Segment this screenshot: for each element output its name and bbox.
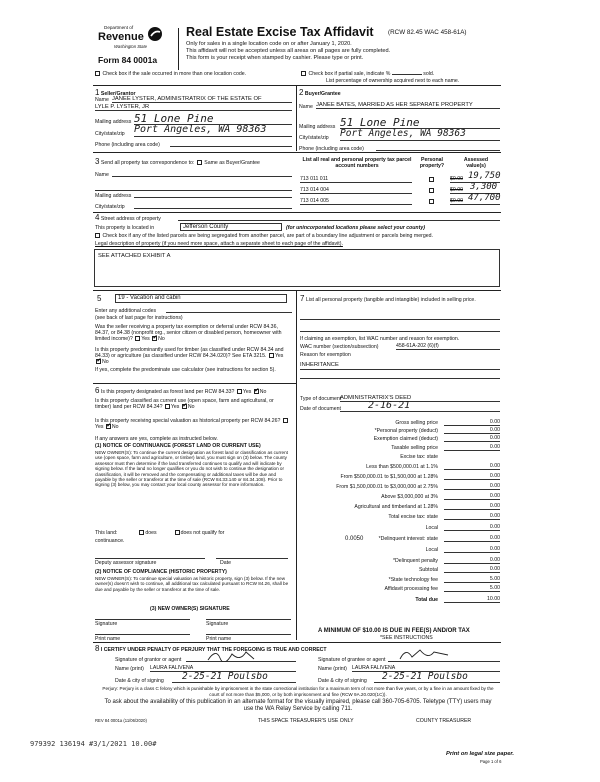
forest-question: 6 Is this property designated as forest land per RCW 84.33? Yes ✔ No: [95, 386, 295, 396]
tax-row: [300, 493, 500, 501]
form-statute: (RCW 82.45 WAC 458-61A): [388, 29, 467, 36]
grantor-date-field[interactable]: 2-25-21 Poulsbo: [172, 671, 296, 683]
buyer-city-label: City/state/zip: [299, 135, 329, 141]
forest-yes-checkbox[interactable]: [237, 389, 242, 394]
page-number: Page 1 of 6: [480, 759, 502, 764]
corr-mailing-field[interactable]: [134, 192, 292, 198]
ownership-pct-note: List percentage of ownership acquired next to each name.: [326, 78, 460, 84]
this-land-row: This land: does does not qualify for: [95, 530, 225, 536]
does-checkbox[interactable]: [139, 530, 144, 535]
additional-codes-label: Enter any additional codes: [95, 308, 157, 314]
exemption-claim-note: If claiming an exemption, list WAC number and reason for exemption.: [300, 336, 460, 342]
see-instructions-note: *SEE INSTRUCTIONS: [380, 635, 433, 641]
form-number: Form 84 0001a: [98, 55, 158, 65]
buyer-name-label: Name: [299, 104, 313, 110]
q1-no-checkbox[interactable]: [152, 336, 157, 341]
buyer-phone-field[interactable]: [376, 145, 500, 151]
tax-row: [300, 473, 500, 481]
parcel-number-field[interactable]: 713 011 011: [300, 176, 412, 183]
seller-name-line1: JANEE LYSTER, ADMINISTRATRIX OF THE ESTATE OF: [112, 96, 262, 102]
tax-row-label: Excise tax: state: [400, 454, 438, 460]
wac-field[interactable]: 458-61A-202 (6)(f): [396, 343, 500, 350]
tax-row-label: Affidavit processing fee: [384, 586, 438, 592]
tax-row-value[interactable]: 0.00: [444, 566, 500, 573]
certify-heading: 8 I CERTIFY UNDER PENALTY OF PERJURY THAT THE FOREGOING IS TRUE AND CORRECT: [95, 644, 327, 653]
tax-row-label: Total due: [415, 597, 438, 603]
tax-row: [300, 419, 500, 427]
header-note-3: [186, 55, 363, 62]
land-use-code-value: 19 - Vacation and cabin: [118, 295, 181, 301]
grantor-sig-label: Signature of grantor or agent: [115, 657, 182, 663]
signature-label-1: Signature: [95, 621, 118, 627]
tax-row: [300, 435, 500, 443]
signature-label-2: Signature: [206, 621, 229, 627]
owner-print-field-1[interactable]: [95, 629, 190, 635]
section5-number: 5: [97, 294, 102, 303]
tax-row-label: Taxable selling price: [391, 445, 438, 451]
revenue-wordmark: Revenue: [98, 31, 144, 43]
county-value: Jefferson County: [183, 224, 229, 230]
grantor-name-field[interactable]: LAURA FALIVENA: [150, 665, 296, 672]
partial-sale-label: Check box if partial sale, indicate %: [308, 71, 391, 77]
tax-row: [300, 576, 500, 584]
tax-row: [300, 566, 500, 574]
alt-format-note: To ask about the availability of this publication in an alternate format for the visually impaired, please call 360-705-6705. Teletype (TTY) users may use the WA Relay Service by calling 711.: [104, 699, 492, 713]
seller-name-label: Name: [95, 97, 109, 103]
tax-row-value[interactable]: 0.00: [444, 427, 500, 434]
notice-compliance-body: NEW OWNER(S): To continue special valuation as historic property, sign (3) below. If the new owner(s) doesn't wish to continue, all additional tax calculated pursuant to RCW 84.26, shall be due and payable by the seller or transferor at the time of sale.: [95, 576, 289, 592]
recording-stamp: 979392 136194 #3/1/2021 10.00#: [30, 740, 157, 748]
header-note-1: Only for sales in a single location code on or after January 1, 2020.: [186, 41, 352, 47]
local-rate-value: 0.0050: [345, 536, 364, 542]
grantee-name-field[interactable]: LAURA FALIVENA: [352, 665, 500, 672]
legal-description-value: SEE ATTACHED EXHIBIT A: [98, 253, 171, 259]
parcels-header-assessed: Assessed value(s): [463, 157, 489, 170]
buyer-mailing-label: Mailing address: [299, 124, 336, 130]
assessed-value-typed: $0.00: [450, 187, 463, 193]
tax-row-value: [444, 453, 500, 460]
tax-row-label: Local: [425, 525, 438, 531]
sold-label: sold.: [423, 71, 435, 77]
tax-row-label: From $500,000.01 to $1,500,000 at 1.28%: [340, 474, 438, 480]
revenue-swoosh-icon: [148, 27, 162, 41]
tax-row-label: Gross selling price: [395, 420, 438, 426]
tax-row-value[interactable]: 0.00: [444, 546, 500, 553]
seller-phone-field[interactable]: [170, 141, 292, 147]
buyer-city-field[interactable]: Port Angeles, WA 98363: [340, 128, 500, 141]
grantee-date-field[interactable]: 2-25-21 Poulsbo: [374, 671, 500, 683]
tax-row-value[interactable]: 5.00: [444, 576, 500, 583]
tax-row-label: Subtotal: [418, 567, 438, 573]
boundary-check[interactable]: Check box if any of the listed parcels are being segregated from another parcel, are part of a boundary line adjustment or parcels being merged.: [94, 233, 433, 239]
deputy-signature-field[interactable]: [95, 553, 205, 559]
tax-row: [300, 585, 500, 593]
parcel-row: [300, 193, 501, 207]
county-select[interactable]: [180, 223, 282, 231]
tax-row-value[interactable]: 0.00: [444, 463, 500, 470]
doc-type-field[interactable]: ADMINISTRATRIX'S DEED: [340, 395, 500, 402]
deputy-date-field[interactable]: [216, 553, 288, 559]
treasurer-use-label: THIS SPACE TREASURER'S USE ONLY: [258, 718, 354, 724]
correspondence-heading: 3 Send all property tax correspondence to: Same as Buyer/Grantee: [95, 157, 260, 166]
tax-row-label: From $1,500,000.01 to $3,000,000 at 2.75%: [336, 484, 438, 490]
reason-field-2[interactable]: [300, 373, 500, 379]
grantee-signature-icon: [398, 647, 458, 661]
q2-yes-checkbox[interactable]: [269, 353, 274, 358]
tax-row-value[interactable]: 10.00: [444, 596, 500, 603]
parcels-header-personal: Personal property?: [419, 157, 445, 170]
wac-label: WAC number (section/subsection): [300, 344, 379, 350]
seller-city-field[interactable]: Port Angeles, WA 98363: [134, 124, 292, 137]
answers-yes-note: If any answers are yes, complete as instructed below.: [95, 436, 218, 442]
owner-print-field-2[interactable]: [206, 629, 291, 635]
form-title: Real Estate Excise Tax Affidavit: [186, 25, 374, 39]
tax-row: [300, 513, 500, 521]
tax-row: [300, 596, 500, 604]
historic-no-checkbox[interactable]: [106, 424, 111, 429]
tax-row: [300, 524, 500, 532]
dept-line: Department of: [104, 25, 134, 30]
partial-sale-checkbox[interactable]: [301, 71, 306, 76]
revision-label: REV 84 0001a (11/06/2020): [95, 718, 147, 723]
tax-row-value[interactable]: 5.00: [444, 585, 500, 592]
tax-row-label: *Personal property (deduct): [374, 428, 438, 434]
legal-description-label: Legal description of property (if you need more space, attach a separate sheet to each page of the affidavit).: [95, 241, 343, 247]
assessed-value-handwritten: 3,300: [470, 182, 498, 192]
tax-row: [300, 463, 500, 471]
header-note-3-text: This form is your receipt when stamped by cashier. Please type or print.: [186, 55, 364, 61]
located-in-label: This property is located in: [95, 225, 155, 231]
tax-row: [300, 453, 500, 461]
tax-row-value[interactable]: 0.00: [444, 435, 500, 442]
tax-row-label: Local: [425, 547, 438, 553]
grantee-signature-field[interactable]: [388, 650, 500, 662]
notice-continuance-body: NEW OWNER(S): To continue the current designation as forest land or classification as current use (open space, farm and agriculture, or timber) land, you must sign on (3) below. The county assessor must then determine if the land transferred continues to qualify and will indicate by signing below. If the land no longer qualifies or you do not wish to continue the designation or classification, it will be removed and the compensating or additional taxes will be due and payable by the seller or transferor at the time of sale (RCW 84.33.140 or 84.34.108). Prior to signing (3) below, you may contact your local county assessor for more information.: [95, 450, 288, 488]
seller-heading: 1 Seller/Grantor: [95, 88, 136, 97]
tax-row-label: *Delinquent interest: state: [378, 536, 438, 542]
partial-sale-check[interactable]: [300, 71, 434, 77]
state-line: Washington State: [114, 44, 147, 49]
current-use-question: Is this property classified as current use (open space, farm and agricultural, or timber) land per RCW 84.34? Yes ✔ No: [95, 398, 290, 410]
grantee-date-label: Date & city of signing: [318, 678, 367, 684]
tax-row-label: Total excise tax: state: [388, 514, 438, 520]
q2-no-checkbox[interactable]: [96, 359, 101, 364]
same-as-buyer-checkbox[interactable]: [197, 160, 202, 165]
exemption-question: Was the seller receiving a property tax exemption or deferral under RCW 84.36, 84.37, or 84.38 (nonprofit org., senior citizen or disabled person, homeowner with limited income)? Yes ✔ No: [95, 324, 290, 343]
legal-paper-note: Print on legal size paper.: [446, 751, 514, 757]
tax-row-value[interactable]: 0.00: [444, 483, 500, 490]
tax-row-value[interactable]: 0.00: [444, 419, 500, 426]
grantor-signature-field[interactable]: [186, 650, 296, 662]
tax-row: [300, 546, 500, 554]
tax-row: [300, 535, 500, 543]
see-back-label: (see back of last page for instructions): [95, 315, 183, 321]
additional-codes-field[interactable]: [166, 307, 292, 313]
tax-row: [300, 427, 500, 435]
assessed-value-handwritten: 47,700: [468, 193, 501, 203]
personal-property-field-2[interactable]: [300, 326, 500, 332]
tax-row-value[interactable]: 0.00: [444, 493, 500, 500]
seller-name-field[interactable]: [112, 96, 292, 103]
multi-location-checkbox[interactable]: [95, 71, 100, 76]
tax-row: [300, 557, 500, 565]
grantor-signature-icon: [206, 650, 266, 662]
tax-row-value[interactable]: 0.00: [444, 473, 500, 480]
reason-field[interactable]: INHERITANCE: [300, 362, 500, 370]
doc-type-label: Type of document: [300, 396, 342, 402]
historic-question: Is this property receiving special valuation as historical property per RCW 84.26? Yes ✔ No: [95, 418, 290, 430]
seller-mailing-label: Mailing address: [95, 119, 132, 125]
unincorporated-note: (for unincorporated locations please select your county): [286, 225, 425, 231]
seller-name-line2: LYLE P. LYSTER, JR: [95, 104, 150, 110]
current-use-yes-checkbox[interactable]: [165, 404, 170, 409]
assessed-value-typed: $0.00: [450, 176, 463, 182]
does-not-checkbox[interactable]: [175, 530, 180, 535]
print-name-label-1: Print name: [95, 636, 121, 642]
tax-row-label: Above $3,000,000 at 3%: [381, 494, 438, 500]
tax-row-label: Exemption claimed (deduct): [373, 436, 438, 442]
grantor-name-label: Name (print): [115, 666, 144, 672]
personal-property-question: 7 List all personal property (tangible and intangible) included in selling price.: [300, 294, 476, 303]
notice-compliance-title: (2) NOTICE OF COMPLIANCE (HISTORIC PROPERTY): [95, 569, 227, 575]
personal-property-checkbox[interactable]: [429, 199, 434, 204]
buyer-name-field[interactable]: [316, 102, 500, 109]
seller-city-label: City/state/zip: [95, 131, 125, 137]
corr-name-field-2[interactable]: [95, 185, 292, 191]
timber-question: Is this property predominantly used for timber (as classified under RCW 84.34 and 84.33) or agriculture (as classified under RCW 84.34.020)? See ETA 3215. Yes ✔No: [95, 347, 290, 366]
reason-label: Reason for exemption: [300, 352, 351, 358]
land-use-code-select[interactable]: [115, 294, 287, 303]
tax-row-value[interactable]: 0.00: [444, 503, 500, 510]
owner-signature-field-2[interactable]: [206, 614, 291, 620]
tax-row-value[interactable]: 0.00: [444, 557, 500, 564]
grantor-date-label: Date & city of signing: [115, 678, 164, 684]
boundary-checkbox[interactable]: [95, 233, 100, 238]
multi-location-check[interactable]: [94, 71, 246, 77]
tax-row-value[interactable]: 0.00: [444, 524, 500, 531]
personal-property-checkbox[interactable]: [429, 188, 434, 193]
parcel-number-field[interactable]: 713 014 004: [300, 187, 412, 194]
parcel-number-field[interactable]: 713 014 005: [300, 198, 412, 205]
personal-property-field[interactable]: [300, 314, 500, 320]
legal-description-field[interactable]: [94, 249, 500, 287]
buyer-mailing-field[interactable]: 51 Lone Pine: [340, 116, 500, 129]
corr-name-label: Name: [95, 172, 109, 178]
seller-name-field-2[interactable]: [95, 104, 292, 111]
doc-date-field[interactable]: 2-16-21: [340, 400, 500, 412]
buyer-phone-label: Phone (including area code): [299, 146, 364, 152]
notice-continuance-title: (1) NOTICE OF CONTINUANCE (FOREST LAND OR CURRENT USE): [95, 443, 261, 449]
current-use-no-checkbox[interactable]: [182, 404, 187, 409]
county-treasurer-label: COUNTY TREASURER: [416, 718, 472, 724]
buyer-name-value: JANEE BATES, MARRIED AS HER SEPARATE PROPERTY: [316, 102, 473, 108]
seller-mailing-field[interactable]: 51 Lone Pine: [134, 112, 292, 125]
tax-row-label: Agricultural and timberland at 1.28%: [354, 504, 438, 510]
grantee-sig-label: Signature of grantee or agent: [318, 657, 386, 663]
print-name-label-2: Print name: [206, 636, 232, 642]
predominate-use-note: If yes, complete the predominate use calculator (see instructions for section 5).: [95, 367, 276, 373]
corr-city-label: City/state/zip: [95, 204, 125, 210]
tax-row-label: *State technology fee: [388, 577, 438, 583]
corr-name-field[interactable]: [112, 171, 292, 177]
tax-row-value[interactable]: 0.00: [444, 535, 500, 542]
deputy-signature-label: Deputy assessor signature: [95, 560, 157, 566]
corr-city-field[interactable]: [134, 203, 292, 209]
forest-no-checkbox[interactable]: [254, 389, 259, 394]
street-address-field[interactable]: [178, 214, 500, 221]
owner-signature-field-1[interactable]: [95, 614, 190, 620]
new-owner-sig-title: (3) NEW OWNER(S) SIGNATURE: [150, 606, 230, 612]
q1-yes-checkbox[interactable]: [135, 336, 140, 341]
assessed-value-typed: $0.00: [450, 198, 463, 204]
tax-row-value[interactable]: 0.00: [444, 513, 500, 520]
doc-date-label: Date of document: [300, 406, 341, 412]
grantee-name-label: Name (print): [318, 666, 347, 672]
seller-phone-label: Phone (including area code): [95, 142, 160, 148]
assessed-value-handwritten: 19,750: [468, 171, 501, 181]
multi-location-label: Check box if the sale occurred in more than one location code.: [102, 71, 247, 77]
continuance-label: continuance.: [95, 538, 125, 544]
tax-row-label: *Delinquent penalty: [393, 558, 438, 564]
tax-row: [300, 483, 500, 491]
parcels-header-list: List all real and personal property tax parcel account numbers: [302, 157, 412, 170]
deputy-date-label: Date: [220, 560, 231, 566]
perjury-note: Perjury: Perjury is a class C felony which is punishable by imprisonment in the state correctional institution for a maximum term of not more than five years, or by a fine in an amount fixed by the court of not more than $5,000, or by both imprisonment and fine (RCW 9A.20.020(1C)).: [102, 686, 494, 697]
buyer-heading: 2 Buyer/Grantee: [299, 88, 341, 97]
tax-row-label: Less than $500,000.01 at 1.1%: [366, 464, 438, 470]
street-address-row: 4 Street address of property: [95, 213, 161, 222]
header-note-2: This affidavit will not be accepted unless all areas on all pages are fully completed.: [186, 48, 391, 54]
tax-row: [300, 444, 500, 452]
tax-row: [300, 503, 500, 511]
personal-property-checkbox[interactable]: [429, 177, 434, 182]
corr-mailing-label: Mailing address: [95, 193, 132, 199]
tax-row-value[interactable]: 0.00: [444, 444, 500, 451]
minimum-due-note: A MINIMUM OF $10.00 IS DUE IN FEE(S) AND/OR TAX: [318, 628, 470, 634]
